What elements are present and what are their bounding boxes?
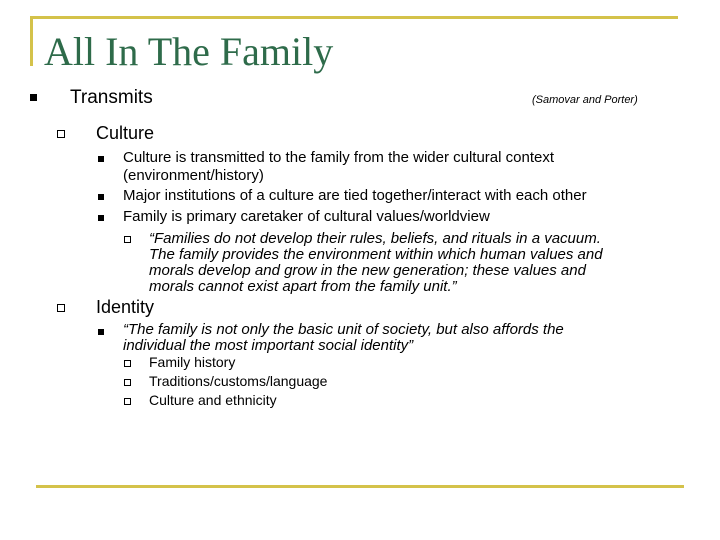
culture-point-1-line-1: Culture is transmitted to the family from the wider cultural context [123,149,555,166]
slide-title: All In The Family [44,29,334,74]
identity-subpoint-2: Traditions/customs/language [149,373,328,389]
square-bullet-icon [98,194,104,200]
hollow-square-bullet-icon [124,398,131,405]
culture-point-1-line-2: (environment/history) [123,167,264,184]
culture-quote-line-4: morals cannot exist apart from the family unit.” [149,278,457,295]
square-bullet-icon [30,94,37,101]
identity-quote-line-1: “The family is not only the basic unit of society, but also affords the [123,321,564,338]
identity-heading: Identity [96,297,155,317]
hollow-square-bullet-icon [57,130,65,138]
culture-quote-line-3: morals develop and grow in the new generation; these values and [149,262,586,279]
hollow-square-bullet-icon [57,304,65,312]
bottom-rule [36,485,684,488]
square-bullet-icon [98,215,104,221]
hollow-square-bullet-icon [124,360,131,367]
culture-heading: Culture [96,123,155,143]
citation: (Samovar and Porter) [532,94,638,106]
identity-quote-line-2: individual the most important social identity” [123,337,414,354]
culture-point-2: Major institutions of a culture are tied together/interact with each other [123,187,587,204]
culture-quote-line-2: The family provides the environment within which human values and [149,246,603,263]
hollow-square-bullet-icon [124,379,131,386]
top-rule [30,16,678,19]
left-rule [30,16,33,66]
transmits-label: Transmits [70,87,153,108]
hollow-square-bullet-icon [124,236,131,243]
square-bullet-icon [98,156,104,162]
square-bullet-icon [98,329,104,335]
identity-subpoint-3: Culture and ethnicity [149,392,277,408]
culture-point-3: Family is primary caretaker of cultural values/worldview [123,208,490,225]
culture-quote-line-1: “Families do not develop their rules, beliefs, and rituals in a vacuum. [149,230,601,247]
identity-subpoint-1: Family history [149,354,236,370]
